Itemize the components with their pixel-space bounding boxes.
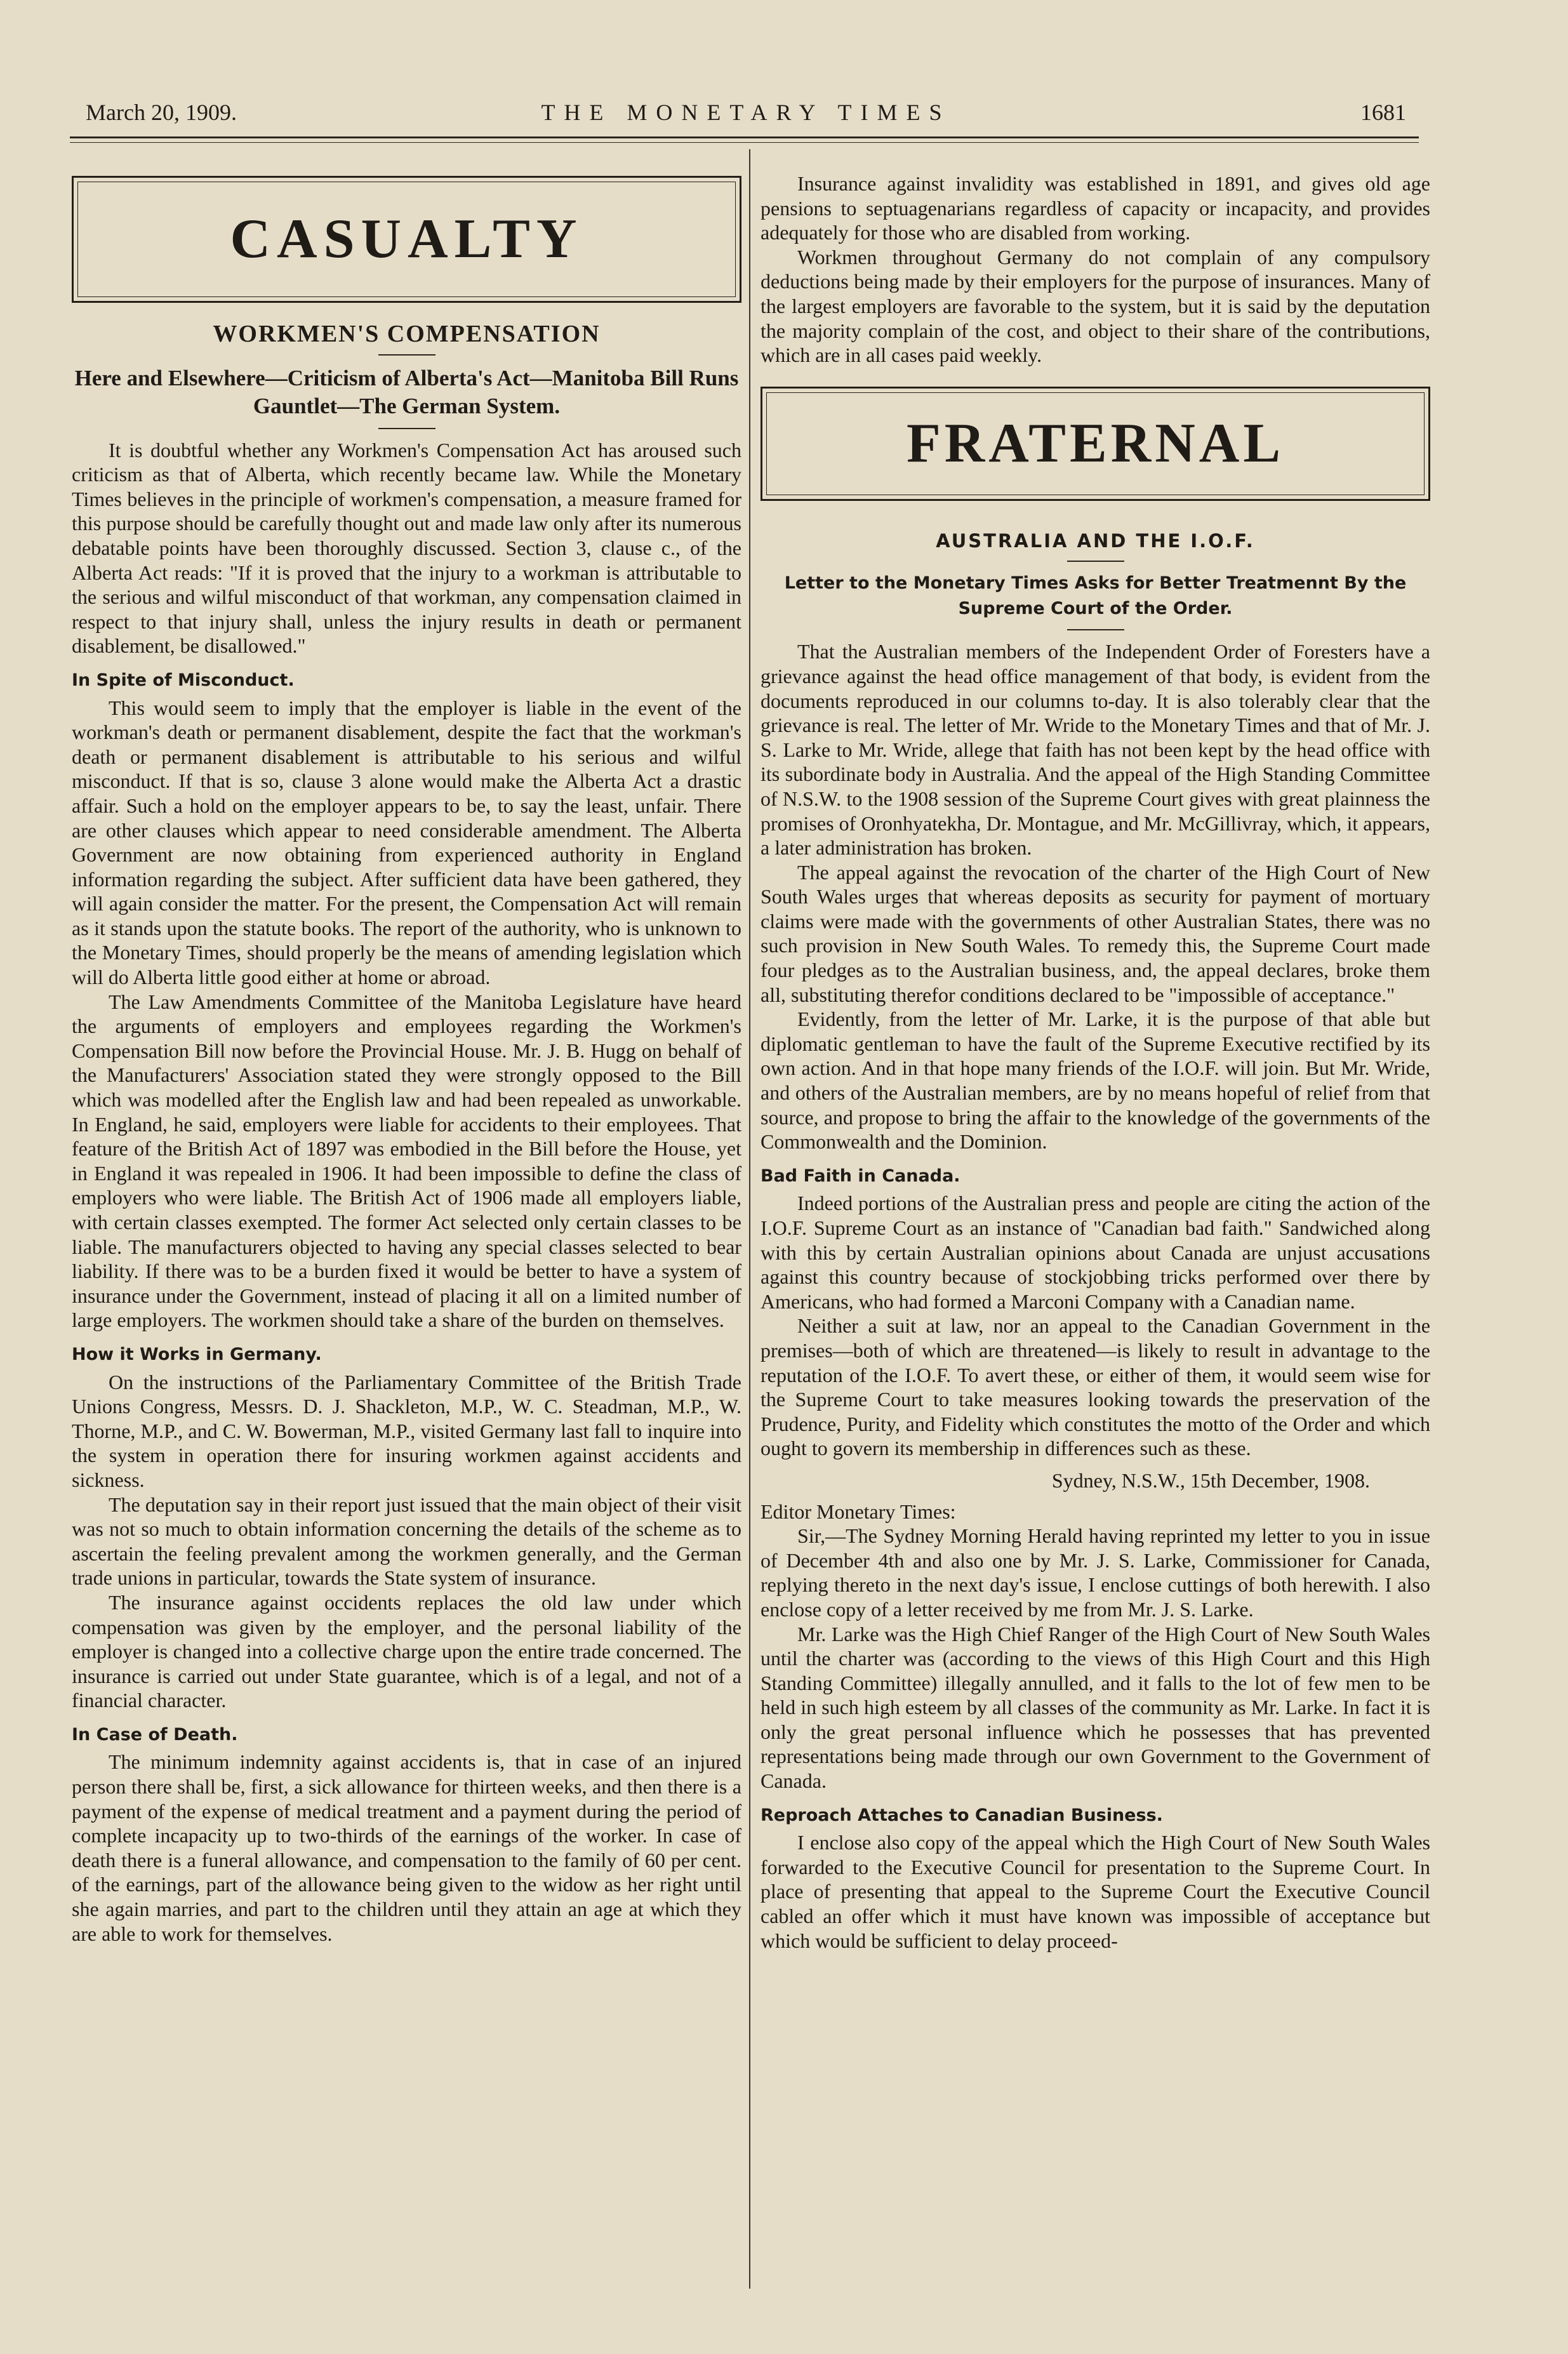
paragraph: The appeal against the revocation of the charter of the High Court of New South Wales urges that whereas deposits as security for payment of mortuary claims were made with the governments of other Australian States, there was no such provision in New South Wales. To remedy this, the Supreme Court made four pledges as to the Australian business, and, the appeal declares, broke them all, substituting therefor conditions declared to be "impossible of acceptance.": [761, 860, 1430, 1006]
letter-dateline: Sydney, N.S.W., 15th December, 1908.: [1051, 1468, 1370, 1492]
paragraph: That the Australian members of the Independent Order of Foresters have a grievance against the head office management of that body, is evident from the documents reproduced in our columns to-day. It is also tolerably clear that the grievance is real. The letter of Mr. Wride to the Monetary Times and that of Mr. J. S. Larke to Mr. Wride, allege that faith has not been kept by the head office with its subordinate body in Australia. And the appeal of the High Standing Committee of N.S.W. to the 1908 session of the Supreme Court gives with great plainness the promises of Oronhyatekha, Dr. Montague, and Mr. McGillivray, which, it appears, a later administration has broken.: [761, 640, 1430, 860]
paragraph: Mr. Larke was the High Chief Ranger of the High Court of New South Wales until the charter was (according to the views of this High Court and this High Standing Committee) illegally annulled, and it falls to the lot of few men to be held in such high esteem by all classes of the community as Mr. Larke. In fact it is only the great personal influence which he possesses that has prevented representations being made through our own Government to the Government of Canada.: [761, 1622, 1430, 1793]
paragraph: Indeed portions of the Australian press and people are citing the action of the I.O.F. Supreme Court as an instance of "Canadian bad faith." Sandwiched along with this by certain Australian opinions about Canada are unjust accusations against this country because of stockjobbing tricks performed over there by Americans, who had formed a Marconi Company with a Canadian name.: [761, 1192, 1430, 1313]
short-rule: [1067, 629, 1124, 630]
paragraph: On the instructions of the Parliamentary Committee of the British Trade Unions Congress, Messrs. D. J. Shackleton, M.P., W. C. Steadman, M.P., W. Thorne, M.P., and C. W. Bowerman, M.P., visited Germany last fall to inquire into the system in operation there for insuring workmen against accidents and sickness.: [72, 1370, 741, 1491]
paragraph: The insurance against occidents replaces the old law under which compensation was given by the employer, and the personal liability of the employer is changed into a collective charge upon the entire trade concerned. The insurance is carried out under State guarantee, which is of a legal, and not of a financial character.: [72, 1590, 741, 1712]
short-rule: [378, 354, 435, 356]
paragraph: Sir,—The Sydney Morning Herald having reprinted my letter to you in issue of December 4th and also one by Mr. J. S. Larke, Commissioner for Canada, replying thereto in the next day's issue, I enclose cuttings of both herewith. I also enclose copy of a letter received by me from Mr. J. S. Larke.: [761, 1524, 1430, 1621]
paragraph: This would seem to imply that the employer is liable in the event of the workman's death or permanent disablement, despite the fact that the workman's death or permanent disablement is attributable to his serious and wilful misconduct. If that is so, clause 3 alone would make the Alberta Act a drastic affair. Such a hold on the employer appears to be, to say the least, unfair. There are other clauses which appear to need considerable amendment. The Alberta Government are now obtaining from experienced authority in England information regarding the subject. After sufficient data have been gathered, they will again consider the matter. For the present, the Compensation Act will remain as it stands upon the statute books. The report of the authority, who is unknown to the Monetary Times, should properly be the means of amending legislation which will do Alberta little good either at home or abroad.: [72, 696, 741, 989]
article-subtitle: Letter to the Monetary Times Asks for Better Treatmennt By the Supreme Court of the Order.: [784, 573, 1407, 619]
side-heading: In Case of Death.: [72, 1724, 238, 1745]
article-title: WORKMEN'S COMPENSATION: [213, 321, 601, 347]
paragraph: The Law Amendments Committee of the Manitoba Legislature have heard the arguments of employers and employees regarding the Workmen's Compensation Bill now before the Provincial House. Mr. J. B. Hugg on behalf of the Manufacturers' Association stated they were strongly opposed to the Bill which was modelled after the English law and had been repealed as unworkable. In England, he said, employers were liable for accidents to their employees. That feature of the British Act of 1897 was embodied in the Bill before the House, yet in England it was repealed in 1906. It had been impossible to define the class of employers who were liable. The British Act of 1906 made all employers liable, with certain classes exempted. The former Act selected only certain classes to be liable. The manufacturers objected to having any special classes selected to bear liability. If there was to be a burden fixed it would be better to have a system of insurance under the Government, instead of placing it all on a limited number of large employers. The workmen should take a share of the burden on themselves.: [72, 990, 741, 1332]
header-rule: [70, 136, 1419, 138]
paragraph: Insurance against invalidity was established in 1891, and gives old age pensions to septuagenarians regardless of capacity or incapacity, and provides adequately for those who are disabled from working.: [761, 172, 1430, 244]
side-heading: How it Works in Germany.: [72, 1344, 322, 1364]
side-heading: Reproach Attaches to Canadian Business.: [761, 1805, 1163, 1825]
short-rule: [1067, 561, 1124, 562]
paragraph: Neither a suit at law, nor an appeal to the Canadian Government in the premises—both of which are threatened—is likely to result in advantage to the reputation of the I.O.F. To avert these, or either of them, it would seem wise for the Supreme Court to take measures looking towards the preservation of the Prudence, Purity, and Fidelity which constitutes the motto of the Order and which ought to govern its membership in differences such as these.: [761, 1314, 1430, 1460]
paragraph: The deputation say in their report just issued that the main object of their visit was not so much to obtain information concerning the details of the scheme as to ascertain the feeling prevalent among the workmen generally, and the German trade unions in particular, towards the State system of insurance.: [72, 1493, 741, 1590]
column-divider: [749, 149, 750, 2289]
side-heading: In Spite of Misconduct.: [72, 670, 295, 690]
article-title: AUSTRALIA AND THE I.O.F.: [936, 529, 1255, 552]
right-column: [761, 171, 1430, 1953]
short-rule: [378, 428, 435, 429]
paragraph: The minimum indemnity against accidents is, that in case of an injured person there shall be, first, a sick allowance for thirteen weeks, and then there is a payment of the expense of medical treatment and a payment during the period of complete incapacity up to two-thirds of the earnings of the worker. In case of death there is a funeral allowance, and compensation to the family of 60 per cent. of the earnings, part of the allowance being given to the widow as her right until she again marries, and part to the children until they attain an age at which they are able to work for themselves.: [72, 1750, 741, 1945]
section-box-casualty: [72, 176, 741, 303]
section-heading: CASUALTY: [77, 182, 736, 297]
paragraph: Workmen throughout Germany do not complain of any compulsory deductions being made by their employers for the purpose of insurances. Many of the largest employers are favorable to the system, but it is said by the deputation the majority complain of the cost, and object to their share of the contributions, which are in all cases paid weekly.: [761, 245, 1430, 367]
paragraph: Evidently, from the letter of Mr. Larke, it is the purpose of that able but diplomatic gentleman to have the fault of the Supreme Executive rectified by its own action. And in that hope many friends of the I.O.F. will join. But Mr. Wride, and others of the Australian members, are by no means hopeful of relief from that source, and propose to bring the affair to the knowledge of the governments of the Commonwealth and the Dominion.: [761, 1007, 1430, 1154]
running-head: [86, 95, 1406, 127]
issue-date: March 20, 1909.: [86, 100, 237, 125]
paragraph: It is doubtful whether any Workmen's Compensation Act has aroused such criticism as that of Alberta, which recently became law. While the Monetary Times believes in the principle of workmen's compensation, a measure framed for this purpose should be carefully thought out and made law only after its numerous debatable points have been thoroughly discussed. Section 3, clause c., of the Alberta Act reads: "If it is proved that the injury to a workman is attributable to the serious and wilful misconduct of that workman, any compensation claimed in respect to that injury shall, unless the injury results in death or permanent disablement, be disallowed.": [72, 438, 741, 658]
section-box-fraternal: [761, 387, 1430, 501]
publication-title: THE MONETARY TIMES: [541, 100, 951, 125]
article-subtitle: Here and Elsewhere—Criticism of Alberta's Act—Manitoba Bill Runs Gauntlet—The German System.: [74, 365, 739, 418]
left-column: [72, 168, 741, 1946]
page-number: 1681: [1360, 100, 1406, 125]
side-heading: Bad Faith in Canada.: [761, 1166, 960, 1186]
letter-salutation: Editor Monetary Times:: [761, 1500, 956, 1523]
paragraph: I enclose also copy of the appeal which the High Court of New South Wales forwarded to the Executive Council for presentation to the Supreme Court. In place of presenting that appeal to the Supreme Court the Executive Council cabled an offer which it must have known was impossible of acceptance but which would be sufficient to delay proceed-: [761, 1831, 1430, 1952]
header-rule-thin: [70, 142, 1419, 143]
section-heading: FRATERNAL: [766, 392, 1425, 495]
